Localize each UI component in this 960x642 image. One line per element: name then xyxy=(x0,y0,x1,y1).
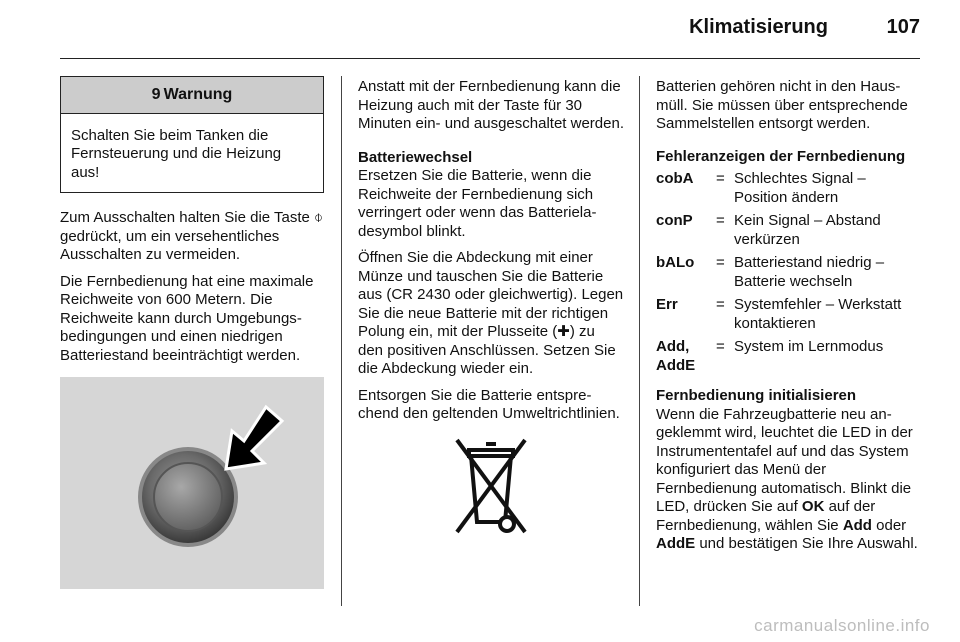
plus-icon: ✚ xyxy=(557,323,570,340)
error-display-heading: Fehleranzeigen der Fernbedienung xyxy=(656,147,906,165)
warning-title: Warnung xyxy=(163,86,233,103)
error-code: bALo xyxy=(656,254,695,271)
watermark-link[interactable]: carmanualsonline.info xyxy=(754,616,930,635)
error-code-row: conP = Kein Signal – Abstand verkürzen xyxy=(656,212,922,249)
paragraph-off-button: Zum Ausschalten halten Sie die Taste ⌽ gedrückt, um ein versehentliches Ausschalten zu vermeiden. xyxy=(60,209,324,263)
warning-text: Schalten Sie beim Tanken die Fernsteuerung und die Heizung aus! xyxy=(71,126,282,181)
crossed-out-bin-icon xyxy=(451,436,531,540)
error-code-list xyxy=(656,170,922,375)
column-left xyxy=(60,76,324,589)
page-number: 107 xyxy=(886,16,920,38)
paragraph-household-waste: Batterien gehören nicht in den Hausmüll. Sie müssen über entsprechende Sammelstellen entsorgt werden. xyxy=(656,78,908,132)
error-code-description: Kein Signal – Abstand verkürzen xyxy=(734,212,881,248)
error-code-row: cobA = Schlechtes Signal – Position ändern xyxy=(656,170,922,207)
error-code: conP xyxy=(656,212,693,229)
column-divider-2 xyxy=(639,76,640,606)
paragraph-battery-replace: Ersetzen Sie die Batterie, wenn die Reichweite der Fernbedienung sich verringert oder wenn das Batterieladesymbol blinkt. xyxy=(358,167,597,240)
column-right xyxy=(656,78,922,562)
warning-box xyxy=(60,76,324,193)
error-code-description: Batteriestand niedrig – Batterie wechseln xyxy=(734,254,885,290)
error-code-row: Add, AddE = System im Lernmodus xyxy=(656,338,922,375)
error-code: Err xyxy=(656,296,678,313)
error-code-row: Err = Systemfehler – Werkstatt kontaktieren xyxy=(656,296,922,333)
ok-key-label: OK xyxy=(801,498,825,515)
warning-header xyxy=(61,77,323,114)
heater-button-photo xyxy=(60,377,324,589)
paragraph-open-cover: Öffnen Sie die Abdeckung mit einer Münze und tauschen Sie die Batterie aus (CR 2430 oder gleichwertig). Legen Sie die neue Batterie mit der richtigen Polung ein, mit der Plusseite (✚) zu den positiven Anschlüssen. Setzen Sie die Abdeckung wieder ein. xyxy=(358,249,624,377)
header-divider xyxy=(60,58,920,59)
add-key-label: Add xyxy=(842,516,872,534)
column-middle xyxy=(358,78,624,540)
paragraph-dispose: Entsorgen Sie die Batterie entsprechend den geltenden Umweltrichtlinien. xyxy=(358,386,620,422)
error-code-description: Schlechtes Signal – Position ändern xyxy=(734,170,866,206)
battery-change-heading: Batteriewechsel xyxy=(358,148,473,166)
warning-triangle-icon: 9 xyxy=(151,86,161,103)
pointing-arrow-icon xyxy=(226,407,282,469)
error-code: cobA xyxy=(656,170,694,187)
heater-button-illustration xyxy=(60,377,324,589)
paragraph-init-remote: Wenn die Fahrzeugbatterie neu angeklemmt wird, leuchtet die LED in der Instrumententafel auf und das System konfiguriert das Menü der Fernbedienung automatisch. Blinkt die LED, drücken Sie auf OK auf der Fernbedienung, wählen Sie Add oder AddE und bestätigen Sie Ihre Auswahl. xyxy=(656,405,918,552)
error-code-description: Systemfehler – Werkstatt kontaktieren xyxy=(734,296,902,332)
column-divider-1 xyxy=(341,76,342,606)
paragraph-heater-button: Anstatt mit der Fernbedienung kann die Heizung auch mit der Taste für 30 Minuten ein- und ausgeschaltet werden. xyxy=(358,78,625,132)
error-code-description: System im Lernmodus xyxy=(734,338,884,355)
error-code-row: bALo = Batteriestand niedrig – Batterie wechseln xyxy=(656,254,922,291)
page-header-title: Klimatisierung xyxy=(689,16,828,38)
power-button-icon: ⌽ xyxy=(314,209,324,226)
paragraph-range: Die Fernbedienung hat eine maximale Reichweite von 600 Metern. Die Reichweite kann durch Umgebungsbedingungen und einen niedrigen Batteriestand beeinträchtigt werden. xyxy=(60,272,314,364)
adde-key-label: AddE xyxy=(656,535,696,552)
error-code: Add, AddE xyxy=(656,338,696,374)
init-remote-heading: Fernbedienung initialisieren xyxy=(656,387,857,404)
